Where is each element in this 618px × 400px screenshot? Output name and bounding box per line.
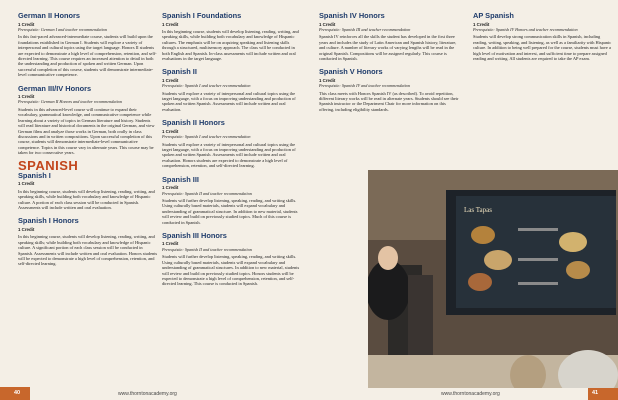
course-prerequisite: Prerequisite: Spanish II and teacher recommendation <box>162 190 252 196</box>
course-description: Students will explore a variety of interpersonal and cultural topics using the target language, with a focus on improving understanding and production of spoken and written Spanish. Assessments will include written and oral evaluation. <box>162 90 296 112</box>
right-column-1 <box>319 12 459 119</box>
course-entry <box>162 119 302 168</box>
footer-bar-right <box>588 387 618 400</box>
course-title: Spanish IV Honors <box>319 11 385 20</box>
course-entry <box>473 12 613 61</box>
course-prerequisite: Prerequisite: Spanish IV and teacher recommendation <box>319 83 410 89</box>
classroom-photo <box>368 170 618 388</box>
course-description: This class meets with Honors Spanish IV (as described). To avoid repetition, different literary works will be read in alternate years. Students should see their Spanish instructor or the Department Chair for more information on this offering, including eligibility standards. <box>319 90 459 112</box>
course-entry <box>18 12 158 78</box>
course-prerequisite: Prerequisite: Spanish I and teacher recommendation <box>162 134 251 140</box>
course-description: In this fast-paced advanced-intermediate course, students will build upon the foundations established in German I. Students will explore a variety of interpersonal and cultural topics using the target language. Honors II students are expected to demonstrate a high level of comprehension, retention, and self-directed learning. This course requires an increased attention to detail in both the understanding and production of spoken and written German. Upon successful completion of this course, students will demonstrate intermediate-level communicative competence. <box>18 34 157 78</box>
course-entry <box>18 172 158 211</box>
course-prerequisite: Prerequisite: Spanish I and teacher recommendation <box>162 83 251 89</box>
course-credit: 1 Credit <box>162 241 179 247</box>
course-title: Spanish III Honors <box>162 230 227 240</box>
left-column-2 <box>162 12 302 294</box>
course-prerequisite: Prerequisite: German I and teacher recommendation <box>18 26 107 32</box>
page-number-left: 40 <box>14 390 21 396</box>
course-title: German III/IV Honors <box>18 83 92 93</box>
course-title: AP Spanish <box>473 11 514 20</box>
course-title: Spanish II Honors <box>162 118 225 128</box>
slide-title: Las Tapas <box>464 206 492 214</box>
course-entry <box>18 85 158 156</box>
course-description: Students will further develop listening, speaking, reading, and writing skills. Using culturally based materials, students will expand vocabulary and understanding of grammatical structures. In addition to new material, students will review and build on previously studied topics. Honors students will be expected to demonstrate a high level of comprehension, retention, and self-directed learning. This course is conducted in Spanish. <box>162 254 300 287</box>
course-description: Students will develop strong communication skills in Spanish, including reading, writing, speaking, and listening, as well as a familiarity with Hispanic culture. In addition to being well prepared for the course, students must have a high level of motivation and interest, and sufficient time to prepare assigned reading and writing. All students are required to take the AP exam. <box>473 34 612 61</box>
course-title: Spanish V Honors <box>319 67 383 77</box>
course-entry <box>319 68 459 112</box>
course-prerequisite: Prerequisite: Spanish IV Honors and teacher recommendation <box>473 26 578 32</box>
course-credit: 1 Credit <box>162 21 179 27</box>
course-entry <box>162 232 302 287</box>
course-title: Spanish III <box>162 174 199 184</box>
course-prerequisite: Prerequisite: German II Honors and teacher recommendation <box>18 99 122 105</box>
course-title: Spanish I Honors <box>18 216 79 226</box>
course-credit: 1 Credit <box>319 21 336 27</box>
course-entry <box>18 217 158 266</box>
course-description: Students will explore a variety of interpersonal and cultural topics using the target language, with a focus on improving understanding and production of spoken and written Spanish. Assessments will include written and oral evaluation. Honors students are expected to demonstrate a high level of comprehension, retention, and self-directed learning. <box>162 141 296 169</box>
course-credit: 1 Credit <box>18 94 35 100</box>
footer-url-right: www.thorntonacademy.org <box>441 391 500 397</box>
course-title: German II Honors <box>18 11 81 20</box>
course-description: In this beginning course, students will develop listening, reading, writing, and speaking skills, while building both vocabulary and knowledge of Hispanic cultures. The emphasis will be on acquiring speaking and listening skills through a structured, multisensory approach. The class will be conducted in both English and Spanish. In-class assessments will include written and oral evaluations in the target language. <box>162 28 299 61</box>
course-prerequisite: Prerequisite: Spanish II and teacher recommendation <box>162 246 252 252</box>
course-entry <box>162 68 302 112</box>
footer-bar-left <box>0 387 30 400</box>
course-credit: 1 Credit <box>162 77 179 83</box>
course-entry <box>162 12 302 61</box>
course-prerequisite: Prerequisite: Spanish III and teacher recommendation <box>319 26 411 32</box>
course-description: Students in this advanced-level course will continue to expand their vocabulary, grammatical knowledge, and communicative competence while learning about a variety of topics in German literature and history. Students will read literature and historical documents in the original German, and view German films and analyze those works in German, both orally in class discussions and in written compositions. Upon successful completion of this course, students will demonstrate intermediate-level communicative competence. Topics in this course vary in alternate years. This course may be taken for two consecutive years. <box>18 106 155 156</box>
course-entry <box>162 176 302 225</box>
course-title: Spanish II <box>162 67 197 77</box>
course-credit: 1 Credit <box>18 181 35 187</box>
classroom-photo-illustration <box>368 170 618 388</box>
course-title: Spanish I <box>18 170 51 180</box>
course-title: Spanish I Foundations <box>162 11 242 20</box>
course-description: Spanish IV reinforces all the skills the student has developed in the first three years and includes the study of Latin American and Spanish history, literature, and culture. A number of literary works of varying lengths will be read in the original Spanish. Compositions will be assigned regularly. This course is conducted in Spanish. <box>319 34 457 61</box>
left-column-1 <box>18 12 158 274</box>
right-column-2 <box>473 12 613 68</box>
page-number-right: 41 <box>592 390 599 396</box>
section-title-spanish: SPANISH <box>18 157 79 173</box>
course-credit: 1 Credit <box>162 185 179 191</box>
course-credit: 1 Credit <box>18 21 35 27</box>
footer-url-left: www.thorntonacademy.org <box>118 391 177 397</box>
course-description: Students will further develop listening, speaking, reading, and writing skills. Using culturally based materials, students will expand vocabulary and understanding of grammatical structure. In addition to new material, students will review and build on previously studied topics. Much of this course is conducted in Spanish. <box>162 197 298 225</box>
course-credit: 1 Credit <box>473 21 490 27</box>
course-credit: 1 Credit <box>18 226 35 232</box>
course-credit: 1 Credit <box>162 128 179 134</box>
course-description: In this beginning course, students will develop listening, reading, writing, and speaking skills; while building both vocabulary and knowledge of Hispanic culture. A significant portion of each class session will be conducted in Spanish. Assessments will include written and oral evaluation. Honors students will be expected to demonstrate a high level of comprehension, retention, and self-directed learning. <box>18 234 158 267</box>
course-credit: 1 Credit <box>319 77 336 83</box>
course-entry <box>319 12 459 61</box>
course-description: In this beginning course, students will develop listening, reading, writing, and speaking skills, while building both vocabulary and knowledge of Hispanic culture. A portion of each class session will be conducted in Spanish. Assessments will include written and oral evaluation. <box>18 188 155 211</box>
